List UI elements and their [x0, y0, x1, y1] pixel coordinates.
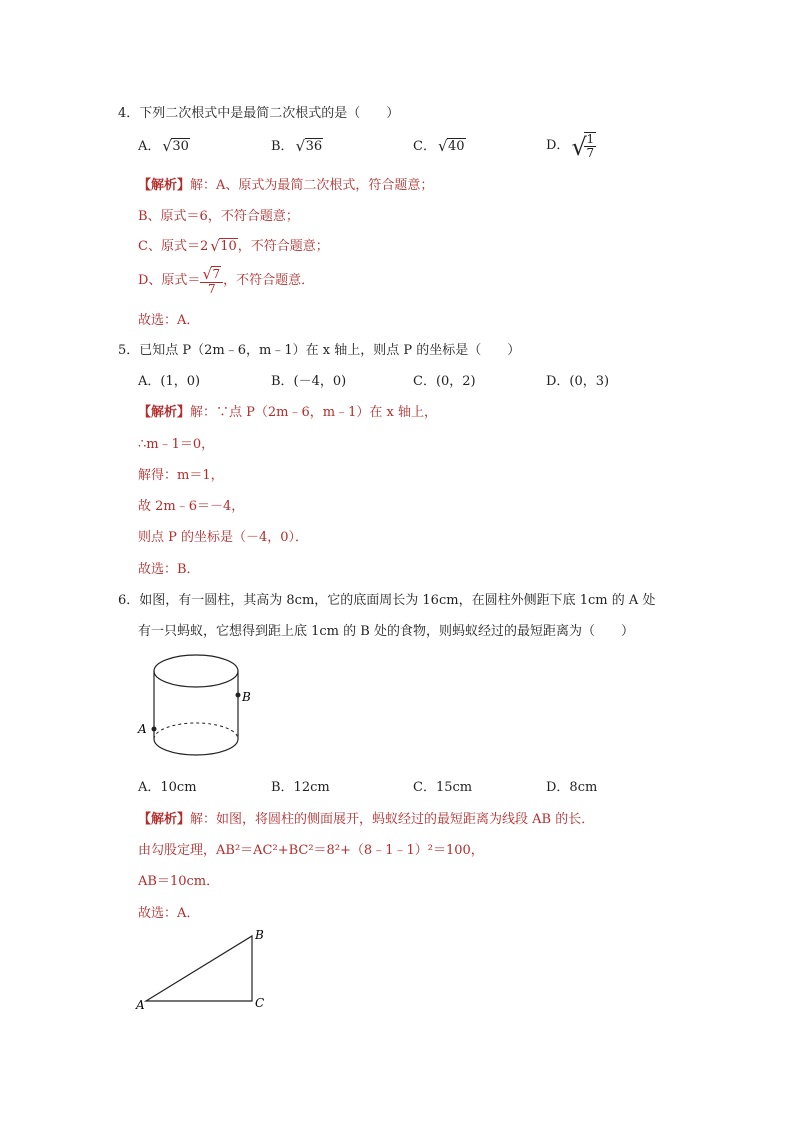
triangle-figure [132, 925, 272, 1015]
q5-analysis-line1: 【解析】解：∵点 P（2m﹣6，m﹣1）在 x 轴上， [138, 405, 437, 420]
triangle-label-b: B [255, 928, 264, 942]
triangle-label-c: C [255, 996, 265, 1010]
triangle-label-a: A [136, 998, 145, 1012]
q4-option-b: B． √ 36 [271, 137, 323, 155]
point-b-dot [236, 693, 241, 698]
q4-analysis-line2: B、原式＝6，不符合题意； [138, 209, 299, 224]
q5-option-c: C．(0，2) [413, 374, 476, 389]
cylinder-label-b: B [242, 690, 251, 704]
cylinder-bottom-front [154, 739, 238, 755]
q4-analysis-line4: D、原式＝ √ 7 7 ，不符合题意． [138, 265, 315, 296]
q4-option-c: C． √ 40 [413, 137, 465, 155]
q4-analysis-line3: C、原式＝2 √ 10，不符合题意； [138, 237, 329, 255]
q4-stem: 4．下列二次根式中是最简二次根式的是（ ） [118, 106, 400, 121]
q4-analysis-line1: 【解析】解：A、原式为最简二次根式，符合题意； [138, 178, 434, 193]
q5-analysis-line4: 故 2m﹣6＝－4， [138, 499, 245, 514]
q6-option-c: C．15cm [413, 780, 473, 795]
q6-option-b: B．12cm [271, 780, 330, 795]
cylinder-top-ellipse [154, 655, 238, 687]
q4-option-d: D． √ $\frac{1}{7}$ [546, 132, 595, 161]
q5-option-d: D．(0，3) [546, 374, 610, 389]
q5-stem: 5．已知点 P（2m﹣6，m﹣1）在 x 轴上，则点 P 的坐标是（ ） [118, 343, 521, 358]
q5-option-a: A．(1，0) [138, 374, 201, 389]
cylinder-bottom-back [154, 723, 238, 739]
q5-analysis-line5: 则点 P 的坐标是（－4，0）． [138, 530, 309, 545]
q5-analysis-line2: ∴m﹣1＝0， [138, 437, 215, 452]
cylinder-figure [130, 650, 260, 775]
q6-option-a: A．10cm [138, 780, 197, 795]
q6-analysis-line2: 由勾股定理，AB²＝AC²+BC²＝8²+（8﹣1﹣1）²＝100， [138, 843, 484, 858]
point-a-dot [152, 727, 157, 732]
q6-stem-line2: 有一只蚂蚁，它想得到距上底 1cm 的 B 处的食物，则蚂蚁经过的最短距离为（ ） [138, 624, 634, 639]
q4-answer: 故选：A． [138, 313, 200, 328]
q5-answer: 故选：B． [138, 562, 200, 577]
q5-analysis-line3: 解得：m＝1， [138, 468, 224, 483]
q6-answer: 故选：A． [138, 906, 200, 921]
q4-option-a: A． √ 30 [138, 137, 189, 155]
q6-stem-line1: 6．如图，有一圆柱，其高为 8cm，它的底面周长为 16cm，在圆柱外侧距下底 1cm 的 A 处 [118, 593, 656, 608]
q6-analysis-line1: 【解析】解：如图，将圆柱的侧面展开，蚂蚁经过的最短距离为线段 AB 的长． [138, 812, 595, 827]
q6-analysis-line3: AB＝10cm． [138, 874, 220, 889]
q6-option-d: D．8cm [546, 780, 598, 795]
q5-option-b: B．(－4，0) [271, 374, 347, 389]
right-triangle [146, 936, 252, 1001]
cylinder-label-a: A [138, 722, 147, 736]
